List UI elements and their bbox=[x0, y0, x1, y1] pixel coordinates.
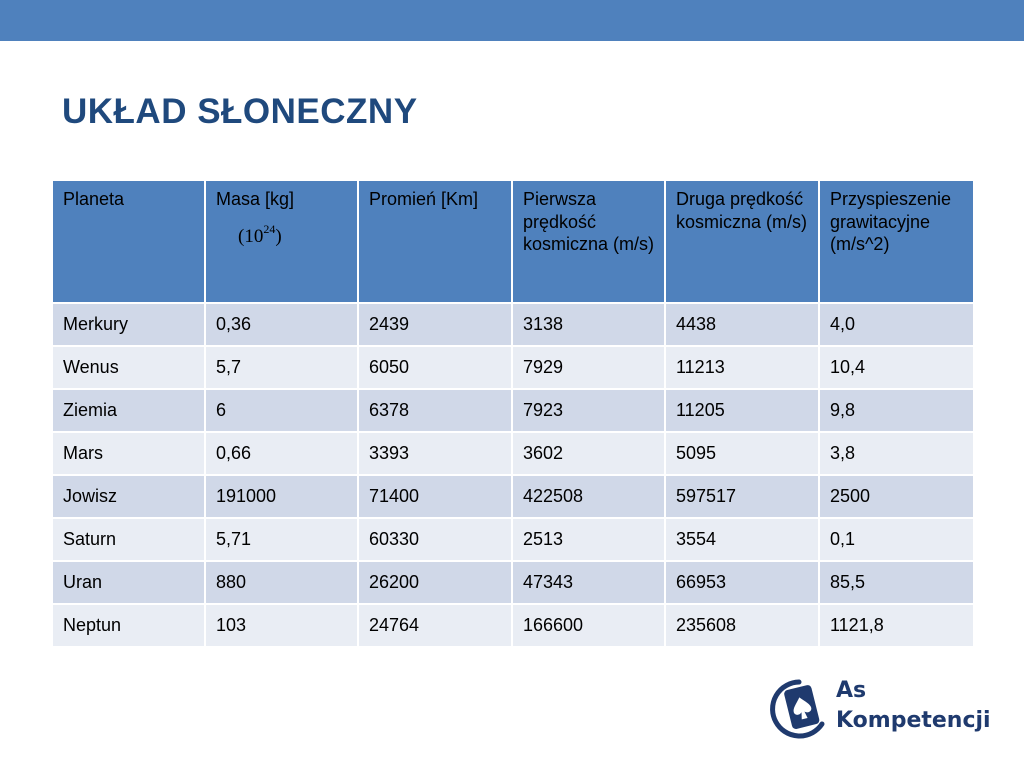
header-mass-label: Masa [kg] bbox=[216, 189, 295, 209]
cell-first-cosmic-velocity: 166600 bbox=[512, 604, 665, 647]
cell-planet: Jowisz bbox=[52, 475, 205, 518]
table-row bbox=[52, 303, 974, 346]
cell-second-cosmic-velocity: 5095 bbox=[665, 432, 819, 475]
logo-text-kompetencji: Kompetencji bbox=[836, 708, 991, 733]
cell-second-cosmic-velocity: 235608 bbox=[665, 604, 819, 647]
cell-gravity: 1121,8 bbox=[819, 604, 974, 647]
card-spade-icon bbox=[768, 672, 832, 744]
cell-second-cosmic-velocity: 3554 bbox=[665, 518, 819, 561]
cell-mass: 880 bbox=[205, 561, 358, 604]
mass-unit-base: (10 bbox=[238, 225, 264, 247]
table-row bbox=[52, 604, 974, 647]
cell-gravity: 10,4 bbox=[819, 346, 974, 389]
planets-table bbox=[51, 179, 975, 648]
mass-unit-formula bbox=[238, 223, 347, 246]
cell-radius: 2439 bbox=[358, 303, 512, 346]
cell-radius: 60330 bbox=[358, 518, 512, 561]
header-mass bbox=[205, 180, 358, 303]
header-planet: Planeta bbox=[52, 180, 205, 303]
cell-second-cosmic-velocity: 597517 bbox=[665, 475, 819, 518]
cell-first-cosmic-velocity: 47343 bbox=[512, 561, 665, 604]
mass-unit-exponent: 24 bbox=[263, 221, 276, 236]
top-accent-bar bbox=[0, 0, 1024, 41]
cell-mass: 103 bbox=[205, 604, 358, 647]
cell-first-cosmic-velocity: 3138 bbox=[512, 303, 665, 346]
cell-radius: 6050 bbox=[358, 346, 512, 389]
cell-gravity: 2500 bbox=[819, 475, 974, 518]
header-second-cosmic-velocity: Druga prędkość kosmiczna (m/s) bbox=[665, 180, 819, 303]
table-row bbox=[52, 346, 974, 389]
cell-second-cosmic-velocity: 11205 bbox=[665, 389, 819, 432]
cell-first-cosmic-velocity: 2513 bbox=[512, 518, 665, 561]
cell-first-cosmic-velocity: 7923 bbox=[512, 389, 665, 432]
header-radius: Promień [Km] bbox=[358, 180, 512, 303]
cell-radius: 71400 bbox=[358, 475, 512, 518]
cell-mass: 5,71 bbox=[205, 518, 358, 561]
cell-gravity: 0,1 bbox=[819, 518, 974, 561]
table-row bbox=[52, 561, 974, 604]
cell-mass: 6 bbox=[205, 389, 358, 432]
cell-planet: Uran bbox=[52, 561, 205, 604]
cell-radius: 24764 bbox=[358, 604, 512, 647]
cell-gravity: 9,8 bbox=[819, 389, 974, 432]
mass-unit-close: ) bbox=[275, 225, 282, 247]
cell-gravity: 3,8 bbox=[819, 432, 974, 475]
cell-mass: 5,7 bbox=[205, 346, 358, 389]
cell-radius: 26200 bbox=[358, 561, 512, 604]
logo-text-as: As bbox=[836, 678, 867, 703]
header-first-cosmic-velocity: Pierwsza prędkość kosmiczna (m/s) bbox=[512, 180, 665, 303]
cell-mass: 0,36 bbox=[205, 303, 358, 346]
table-row bbox=[52, 475, 974, 518]
header-gravity: Przyspieszenie grawitacyjne (m/s^2) bbox=[819, 180, 974, 303]
cell-first-cosmic-velocity: 422508 bbox=[512, 475, 665, 518]
cell-second-cosmic-velocity: 66953 bbox=[665, 561, 819, 604]
table-body bbox=[52, 303, 974, 647]
table-row bbox=[52, 518, 974, 561]
cell-planet: Ziemia bbox=[52, 389, 205, 432]
cell-planet: Saturn bbox=[52, 518, 205, 561]
cell-gravity: 4,0 bbox=[819, 303, 974, 346]
header-row bbox=[52, 180, 974, 303]
cell-planet: Mars bbox=[52, 432, 205, 475]
cell-planet: Wenus bbox=[52, 346, 205, 389]
cell-planet: Neptun bbox=[52, 604, 205, 647]
cell-radius: 3393 bbox=[358, 432, 512, 475]
cell-first-cosmic-velocity: 3602 bbox=[512, 432, 665, 475]
cell-second-cosmic-velocity: 4438 bbox=[665, 303, 819, 346]
table-row bbox=[52, 389, 974, 432]
cell-planet: Merkury bbox=[52, 303, 205, 346]
cell-radius: 6378 bbox=[358, 389, 512, 432]
cell-gravity: 85,5 bbox=[819, 561, 974, 604]
slide-title: UKŁAD SŁONECZNY bbox=[62, 92, 418, 131]
cell-second-cosmic-velocity: 11213 bbox=[665, 346, 819, 389]
table-header bbox=[52, 180, 974, 303]
cell-mass: 191000 bbox=[205, 475, 358, 518]
as-kompetencji-logo bbox=[768, 672, 998, 744]
table-row bbox=[52, 432, 974, 475]
cell-first-cosmic-velocity: 7929 bbox=[512, 346, 665, 389]
cell-mass: 0,66 bbox=[205, 432, 358, 475]
